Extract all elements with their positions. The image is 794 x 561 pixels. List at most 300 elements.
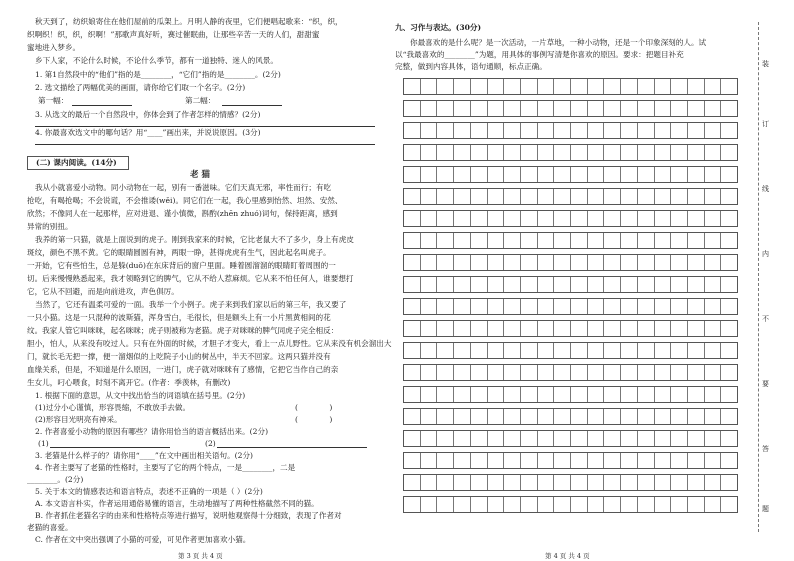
- grid-cell[interactable]: [504, 167, 521, 182]
- grid-cell[interactable]: [554, 255, 571, 270]
- grid-cell[interactable]: [655, 299, 672, 314]
- grid-cell[interactable]: [705, 123, 722, 138]
- grid-cell[interactable]: [671, 497, 688, 512]
- grid-cell[interactable]: [454, 387, 471, 402]
- grid-cell[interactable]: [554, 79, 571, 94]
- grid-cell[interactable]: [554, 497, 571, 512]
- grid-cell[interactable]: [404, 475, 421, 490]
- grid-cell[interactable]: [521, 277, 538, 292]
- grid-cell[interactable]: [538, 189, 555, 204]
- grid-cell[interactable]: [588, 431, 605, 446]
- grid-cell[interactable]: [421, 123, 438, 138]
- grid-cell[interactable]: [655, 497, 672, 512]
- grid-cell[interactable]: [488, 101, 505, 116]
- grid-cell[interactable]: [571, 233, 588, 248]
- grid-cell[interactable]: [488, 255, 505, 270]
- grid-cell[interactable]: [571, 299, 588, 314]
- grid-cell[interactable]: [638, 211, 655, 226]
- grid-cell[interactable]: [705, 453, 722, 468]
- grid-cell[interactable]: [604, 145, 621, 160]
- grid-cell[interactable]: [554, 343, 571, 358]
- grid-cell[interactable]: [655, 343, 672, 358]
- grid-cell[interactable]: [638, 365, 655, 380]
- grid-cell[interactable]: [705, 255, 722, 270]
- grid-cell[interactable]: [588, 475, 605, 490]
- grid-cell[interactable]: [454, 211, 471, 226]
- grid-cell[interactable]: [638, 299, 655, 314]
- grid-cell[interactable]: [554, 365, 571, 380]
- grid-cell[interactable]: [638, 101, 655, 116]
- grid-cell[interactable]: [688, 453, 705, 468]
- grid-cell[interactable]: [404, 123, 421, 138]
- grid-cell[interactable]: [521, 145, 538, 160]
- grid-cell[interactable]: [721, 387, 737, 402]
- grid-cell[interactable]: [638, 343, 655, 358]
- grid-cell[interactable]: [521, 79, 538, 94]
- grid-cell[interactable]: [454, 123, 471, 138]
- grid-cell[interactable]: [638, 453, 655, 468]
- grid-cell[interactable]: [571, 79, 588, 94]
- grid-cell[interactable]: [604, 79, 621, 94]
- grid-cell[interactable]: [504, 475, 521, 490]
- grid-cell[interactable]: [521, 365, 538, 380]
- grid-cell[interactable]: [437, 409, 454, 424]
- grid-cell[interactable]: [621, 79, 638, 94]
- grid-cell[interactable]: [404, 453, 421, 468]
- grid-cell[interactable]: [404, 409, 421, 424]
- grid-cell[interactable]: [471, 211, 488, 226]
- grid-cell[interactable]: [521, 167, 538, 182]
- grid-cell[interactable]: [571, 431, 588, 446]
- grid-cell[interactable]: [554, 321, 571, 336]
- grid-cell[interactable]: [638, 189, 655, 204]
- grid-cell[interactable]: [588, 343, 605, 358]
- grid-cell[interactable]: [538, 101, 555, 116]
- grid-cell[interactable]: [721, 497, 737, 512]
- grid-cell[interactable]: [471, 321, 488, 336]
- grid-cell[interactable]: [404, 497, 421, 512]
- grid-cell[interactable]: [504, 299, 521, 314]
- grid-cell[interactable]: [621, 409, 638, 424]
- grid-cell[interactable]: [638, 497, 655, 512]
- grid-cell[interactable]: [571, 387, 588, 402]
- grid-cell[interactable]: [588, 233, 605, 248]
- grid-cell[interactable]: [538, 409, 555, 424]
- grid-cell[interactable]: [404, 255, 421, 270]
- grid-cell[interactable]: [571, 123, 588, 138]
- grid-cell[interactable]: [705, 409, 722, 424]
- grid-cell[interactable]: [621, 343, 638, 358]
- grid-cell[interactable]: [504, 343, 521, 358]
- grid-cell[interactable]: [521, 123, 538, 138]
- grid-cell[interactable]: [604, 387, 621, 402]
- grid-cell[interactable]: [604, 343, 621, 358]
- grid-cell[interactable]: [721, 233, 737, 248]
- grid-cell[interactable]: [454, 453, 471, 468]
- grid-cell[interactable]: [437, 365, 454, 380]
- grid-cell[interactable]: [471, 497, 488, 512]
- grid-cell[interactable]: [604, 233, 621, 248]
- grid-cell[interactable]: [638, 431, 655, 446]
- grid-cell[interactable]: [554, 167, 571, 182]
- grid-cell[interactable]: [454, 277, 471, 292]
- grid-cell[interactable]: [721, 101, 737, 116]
- grid-cell[interactable]: [454, 145, 471, 160]
- grid-cell[interactable]: [655, 167, 672, 182]
- grid-cell[interactable]: [437, 497, 454, 512]
- grid-cell[interactable]: [471, 167, 488, 182]
- grid-cell[interactable]: [421, 453, 438, 468]
- grid-cell[interactable]: [638, 145, 655, 160]
- grid-cell[interactable]: [688, 431, 705, 446]
- grid-cell[interactable]: [538, 453, 555, 468]
- grid-cell[interactable]: [504, 497, 521, 512]
- grid-cell[interactable]: [721, 453, 737, 468]
- grid-cell[interactable]: [604, 277, 621, 292]
- grid-cell[interactable]: [521, 211, 538, 226]
- grid-cell[interactable]: [437, 167, 454, 182]
- grid-cell[interactable]: [655, 387, 672, 402]
- grid-cell[interactable]: [688, 233, 705, 248]
- grid-cell[interactable]: [671, 409, 688, 424]
- grid-cell[interactable]: [421, 145, 438, 160]
- grid-cell[interactable]: [454, 321, 471, 336]
- grid-cell[interactable]: [421, 277, 438, 292]
- grid-cell[interactable]: [437, 211, 454, 226]
- grid-cell[interactable]: [471, 123, 488, 138]
- grid-cell[interactable]: [554, 299, 571, 314]
- grid-cell[interactable]: [571, 409, 588, 424]
- grid-cell[interactable]: [588, 453, 605, 468]
- grid-cell[interactable]: [404, 189, 421, 204]
- grid-cell[interactable]: [521, 233, 538, 248]
- grid-cell[interactable]: [571, 497, 588, 512]
- grid-cell[interactable]: [437, 145, 454, 160]
- grid-cell[interactable]: [604, 453, 621, 468]
- grid-cell[interactable]: [671, 475, 688, 490]
- grid-cell[interactable]: [421, 431, 438, 446]
- grid-cell[interactable]: [638, 123, 655, 138]
- grid-cell[interactable]: [588, 321, 605, 336]
- grid-cell[interactable]: [604, 255, 621, 270]
- grid-cell[interactable]: [671, 189, 688, 204]
- grid-cell[interactable]: [421, 211, 438, 226]
- grid-cell[interactable]: [604, 497, 621, 512]
- grid-cell[interactable]: [705, 145, 722, 160]
- grid-cell[interactable]: [521, 409, 538, 424]
- grid-cell[interactable]: [721, 79, 737, 94]
- grid-cell[interactable]: [421, 189, 438, 204]
- grid-cell[interactable]: [404, 365, 421, 380]
- grid-cell[interactable]: [488, 277, 505, 292]
- grid-cell[interactable]: [621, 321, 638, 336]
- grid-cell[interactable]: [488, 189, 505, 204]
- grid-cell[interactable]: [454, 167, 471, 182]
- grid-cell[interactable]: [404, 431, 421, 446]
- grid-cell[interactable]: [488, 299, 505, 314]
- grid-cell[interactable]: [421, 79, 438, 94]
- grid-cell[interactable]: [655, 211, 672, 226]
- grid-cell[interactable]: [538, 387, 555, 402]
- grid-cell[interactable]: [421, 299, 438, 314]
- grid-cell[interactable]: [571, 365, 588, 380]
- grid-cell[interactable]: [437, 321, 454, 336]
- grid-cell[interactable]: [471, 475, 488, 490]
- grid-cell[interactable]: [571, 255, 588, 270]
- grid-cell[interactable]: [721, 409, 737, 424]
- grid-cell[interactable]: [554, 431, 571, 446]
- grid-cell[interactable]: [471, 79, 488, 94]
- grid-cell[interactable]: [488, 431, 505, 446]
- grid-cell[interactable]: [671, 387, 688, 402]
- grid-cell[interactable]: [437, 299, 454, 314]
- grid-cell[interactable]: [721, 167, 737, 182]
- grid-cell[interactable]: [688, 277, 705, 292]
- grid-cell[interactable]: [488, 211, 505, 226]
- grid-cell[interactable]: [538, 145, 555, 160]
- grid-cell[interactable]: [638, 167, 655, 182]
- grid-cell[interactable]: [504, 101, 521, 116]
- grid-cell[interactable]: [588, 145, 605, 160]
- grid-cell[interactable]: [588, 365, 605, 380]
- grid-cell[interactable]: [621, 167, 638, 182]
- grid-cell[interactable]: [671, 211, 688, 226]
- grid-cell[interactable]: [571, 453, 588, 468]
- grid-cell[interactable]: [504, 145, 521, 160]
- grid-cell[interactable]: [638, 277, 655, 292]
- grid-cell[interactable]: [688, 123, 705, 138]
- grid-cell[interactable]: [621, 299, 638, 314]
- grid-cell[interactable]: [688, 189, 705, 204]
- grid-cell[interactable]: [504, 387, 521, 402]
- grid-cell[interactable]: [421, 497, 438, 512]
- grid-cell[interactable]: [538, 79, 555, 94]
- grid-cell[interactable]: [421, 321, 438, 336]
- grid-cell[interactable]: [705, 79, 722, 94]
- grid-cell[interactable]: [471, 255, 488, 270]
- grid-cell[interactable]: [504, 277, 521, 292]
- grid-cell[interactable]: [588, 387, 605, 402]
- grid-cell[interactable]: [521, 475, 538, 490]
- grid-cell[interactable]: [504, 255, 521, 270]
- grid-cell[interactable]: [471, 145, 488, 160]
- grid-cell[interactable]: [404, 101, 421, 116]
- grid-cell[interactable]: [471, 431, 488, 446]
- grid-cell[interactable]: [437, 453, 454, 468]
- grid-cell[interactable]: [454, 365, 471, 380]
- grid-cell[interactable]: [521, 343, 538, 358]
- grid-cell[interactable]: [421, 167, 438, 182]
- grid-cell[interactable]: [471, 365, 488, 380]
- grid-cell[interactable]: [421, 255, 438, 270]
- grid-cell[interactable]: [538, 277, 555, 292]
- grid-cell[interactable]: [571, 145, 588, 160]
- grid-cell[interactable]: [471, 299, 488, 314]
- grid-cell[interactable]: [705, 387, 722, 402]
- grid-cell[interactable]: [421, 475, 438, 490]
- grid-cell[interactable]: [588, 167, 605, 182]
- grid-cell[interactable]: [721, 189, 737, 204]
- grid-cell[interactable]: [671, 123, 688, 138]
- grid-cell[interactable]: [404, 387, 421, 402]
- grid-cell[interactable]: [621, 453, 638, 468]
- grid-cell[interactable]: [488, 365, 505, 380]
- grid-cell[interactable]: [421, 365, 438, 380]
- grid-cell[interactable]: [504, 453, 521, 468]
- grid-cell[interactable]: [454, 101, 471, 116]
- grid-cell[interactable]: [688, 145, 705, 160]
- grid-cell[interactable]: [521, 189, 538, 204]
- grid-cell[interactable]: [488, 343, 505, 358]
- grid-cell[interactable]: [688, 211, 705, 226]
- grid-cell[interactable]: [454, 431, 471, 446]
- grid-cell[interactable]: [488, 79, 505, 94]
- grid-cell[interactable]: [588, 79, 605, 94]
- grid-cell[interactable]: [588, 277, 605, 292]
- grid-cell[interactable]: [538, 211, 555, 226]
- grid-cell[interactable]: [721, 211, 737, 226]
- grid-cell[interactable]: [688, 101, 705, 116]
- grid-cell[interactable]: [655, 365, 672, 380]
- grid-cell[interactable]: [721, 277, 737, 292]
- grid-cell[interactable]: [705, 189, 722, 204]
- grid-cell[interactable]: [488, 233, 505, 248]
- grid-cell[interactable]: [721, 475, 737, 490]
- grid-cell[interactable]: [721, 365, 737, 380]
- grid-cell[interactable]: [488, 453, 505, 468]
- grid-cell[interactable]: [454, 343, 471, 358]
- grid-cell[interactable]: [504, 365, 521, 380]
- grid-cell[interactable]: [638, 233, 655, 248]
- grid-cell[interactable]: [621, 211, 638, 226]
- grid-cell[interactable]: [655, 255, 672, 270]
- grid-cell[interactable]: [554, 211, 571, 226]
- grid-cell[interactable]: [404, 277, 421, 292]
- grid-cell[interactable]: [404, 167, 421, 182]
- grid-cell[interactable]: [705, 365, 722, 380]
- grid-cell[interactable]: [588, 123, 605, 138]
- grid-cell[interactable]: [538, 365, 555, 380]
- grid-cell[interactable]: [655, 409, 672, 424]
- grid-cell[interactable]: [621, 431, 638, 446]
- grid-cell[interactable]: [488, 321, 505, 336]
- grid-cell[interactable]: [404, 233, 421, 248]
- grid-cell[interactable]: [721, 299, 737, 314]
- grid-cell[interactable]: [554, 101, 571, 116]
- grid-cell[interactable]: [554, 189, 571, 204]
- grid-cell[interactable]: [554, 145, 571, 160]
- grid-cell[interactable]: [604, 299, 621, 314]
- grid-cell[interactable]: [404, 321, 421, 336]
- grid-cell[interactable]: [488, 475, 505, 490]
- grid-cell[interactable]: [671, 365, 688, 380]
- grid-cell[interactable]: [604, 321, 621, 336]
- grid-cell[interactable]: [721, 321, 737, 336]
- grid-cell[interactable]: [571, 189, 588, 204]
- grid-cell[interactable]: [705, 431, 722, 446]
- grid-cell[interactable]: [588, 101, 605, 116]
- grid-cell[interactable]: [437, 123, 454, 138]
- grid-cell[interactable]: [638, 79, 655, 94]
- grid-cell[interactable]: [721, 123, 737, 138]
- grid-cell[interactable]: [488, 497, 505, 512]
- grid-cell[interactable]: [488, 409, 505, 424]
- grid-cell[interactable]: [521, 321, 538, 336]
- grid-cell[interactable]: [554, 453, 571, 468]
- grid-cell[interactable]: [588, 255, 605, 270]
- grid-cell[interactable]: [538, 343, 555, 358]
- grid-cell[interactable]: [538, 167, 555, 182]
- grid-cell[interactable]: [538, 299, 555, 314]
- grid-cell[interactable]: [688, 343, 705, 358]
- grid-cell[interactable]: [404, 145, 421, 160]
- grid-cell[interactable]: [504, 233, 521, 248]
- grid-cell[interactable]: [504, 123, 521, 138]
- grid-cell[interactable]: [655, 79, 672, 94]
- grid-cell[interactable]: [437, 233, 454, 248]
- grid-cell[interactable]: [705, 277, 722, 292]
- grid-cell[interactable]: [554, 475, 571, 490]
- grid-cell[interactable]: [404, 299, 421, 314]
- grid-cell[interactable]: [554, 409, 571, 424]
- grid-cell[interactable]: [655, 189, 672, 204]
- grid-cell[interactable]: [571, 475, 588, 490]
- grid-cell[interactable]: [604, 409, 621, 424]
- grid-cell[interactable]: [588, 211, 605, 226]
- grid-cell[interactable]: [671, 79, 688, 94]
- grid-cell[interactable]: [621, 255, 638, 270]
- grid-cell[interactable]: [671, 431, 688, 446]
- grid-cell[interactable]: [721, 145, 737, 160]
- grid-cell[interactable]: [521, 255, 538, 270]
- grid-cell[interactable]: [404, 211, 421, 226]
- grid-cell[interactable]: [488, 145, 505, 160]
- grid-cell[interactable]: [671, 167, 688, 182]
- grid-cell[interactable]: [604, 123, 621, 138]
- grid-cell[interactable]: [621, 497, 638, 512]
- grid-cell[interactable]: [538, 431, 555, 446]
- grid-cell[interactable]: [671, 145, 688, 160]
- grid-cell[interactable]: [471, 101, 488, 116]
- grid-cell[interactable]: [705, 497, 722, 512]
- grid-cell[interactable]: [655, 233, 672, 248]
- grid-cell[interactable]: [655, 453, 672, 468]
- grid-cell[interactable]: [504, 321, 521, 336]
- grid-cell[interactable]: [521, 431, 538, 446]
- grid-cell[interactable]: [488, 123, 505, 138]
- grid-cell[interactable]: [471, 343, 488, 358]
- grid-cell[interactable]: [538, 233, 555, 248]
- grid-cell[interactable]: [504, 189, 521, 204]
- grid-cell[interactable]: [621, 387, 638, 402]
- grid-cell[interactable]: [604, 167, 621, 182]
- grid-cell[interactable]: [688, 387, 705, 402]
- grid-cell[interactable]: [621, 189, 638, 204]
- grid-cell[interactable]: [688, 497, 705, 512]
- grid-cell[interactable]: [437, 101, 454, 116]
- grid-cell[interactable]: [437, 189, 454, 204]
- grid-cell[interactable]: [688, 299, 705, 314]
- grid-cell[interactable]: [521, 453, 538, 468]
- grid-cell[interactable]: [437, 475, 454, 490]
- grid-cell[interactable]: [671, 233, 688, 248]
- grid-cell[interactable]: [705, 343, 722, 358]
- grid-cell[interactable]: [454, 409, 471, 424]
- grid-cell[interactable]: [571, 211, 588, 226]
- grid-cell[interactable]: [604, 189, 621, 204]
- grid-cell[interactable]: [671, 277, 688, 292]
- grid-cell[interactable]: [521, 387, 538, 402]
